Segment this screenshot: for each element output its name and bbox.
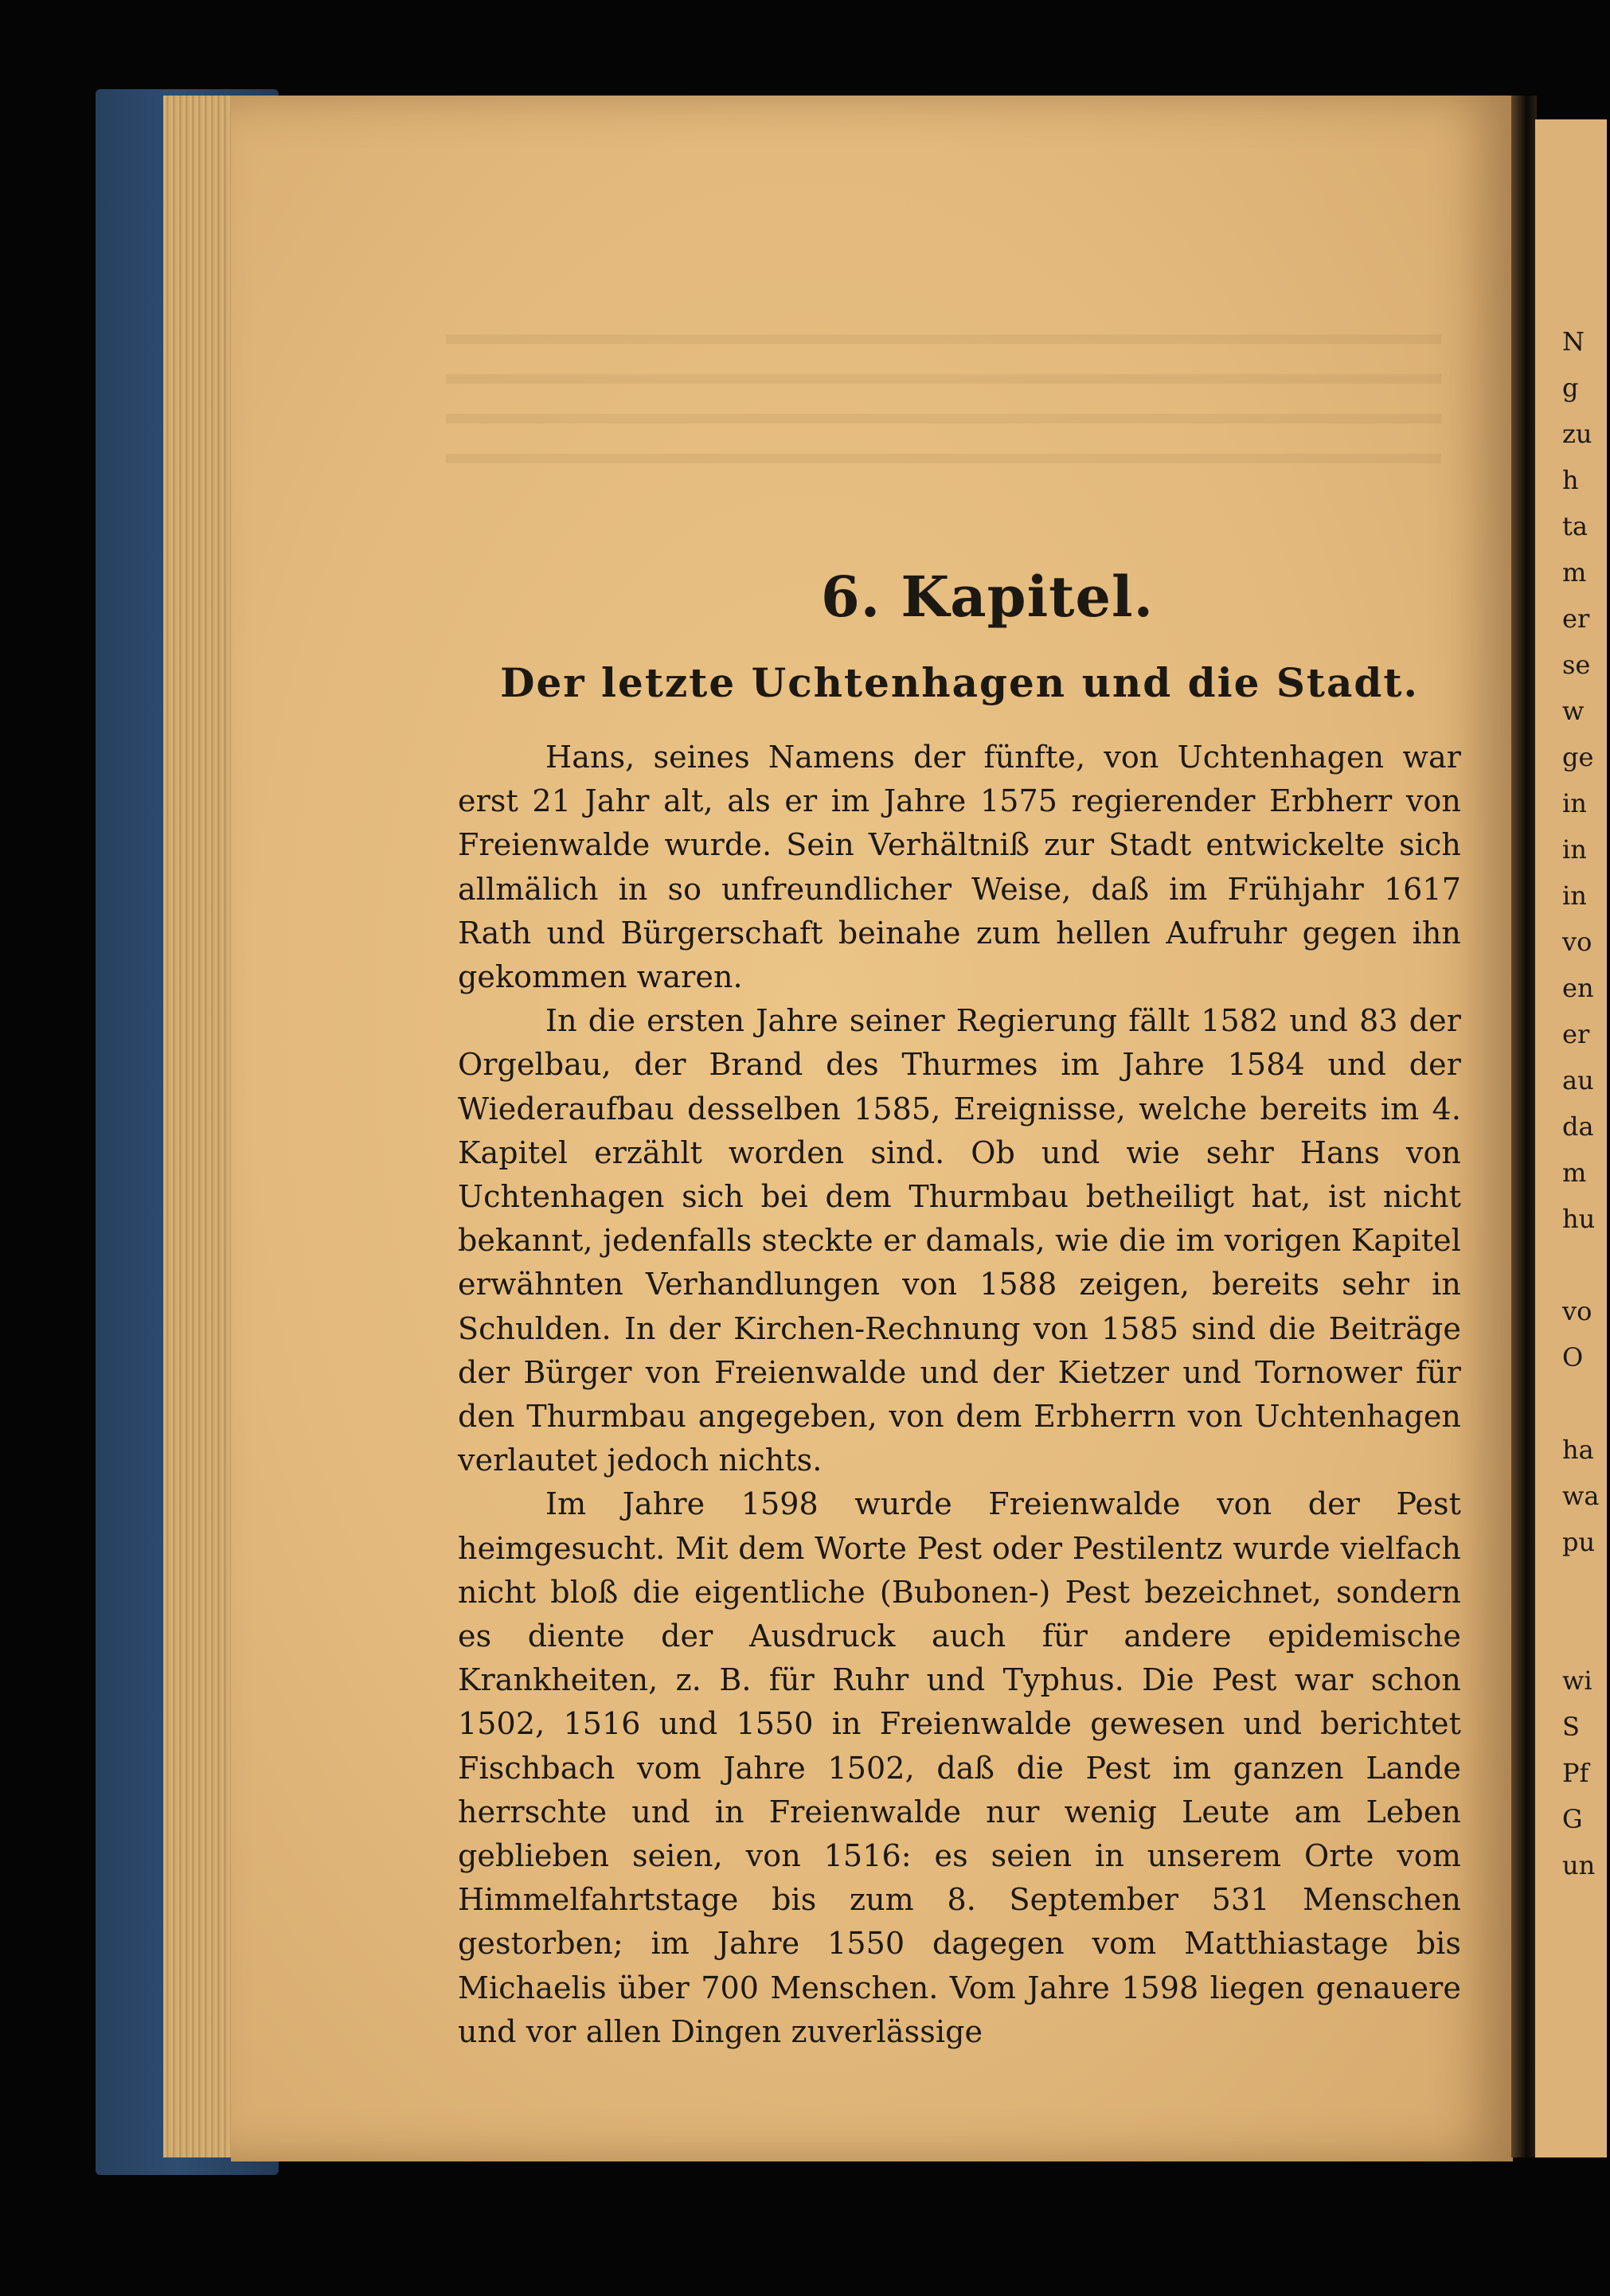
facing-page-fragment: en	[1562, 973, 1594, 1003]
facing-page-fragment: in	[1562, 881, 1587, 911]
facing-page-fragment: O	[1562, 1342, 1584, 1373]
facing-page-fragment: hu	[1562, 1204, 1596, 1234]
facing-page-fragment: da	[1562, 1111, 1594, 1142]
facing-page-fragment: w	[1562, 696, 1585, 726]
facing-page-fragment: G	[1562, 1804, 1583, 1834]
facing-page-fragment: ge	[1562, 742, 1594, 772]
facing-page-fragment: h	[1562, 465, 1579, 495]
facing-page-fragment: Pf	[1562, 1758, 1589, 1788]
facing-page-fragment: wa	[1562, 1481, 1600, 1511]
facing-page-fragment: wi	[1562, 1665, 1592, 1696]
facing-page-fragment: m	[1562, 1158, 1587, 1188]
facing-page-fragment: vo	[1562, 927, 1592, 957]
facing-page-fragment	[1562, 1565, 1610, 1611]
facing-page-fragment: un	[1562, 1850, 1596, 1880]
facing-page-fragment: N	[1562, 326, 1585, 357]
facing-page-fragment	[1562, 1611, 1610, 1658]
page-text	[458, 557, 1461, 2054]
facing-page-fragment: au	[1562, 1065, 1594, 1095]
facing-page-fragment: S	[1562, 1712, 1580, 1742]
facing-page-fragment: vo	[1562, 1296, 1592, 1326]
facing-page-fragment: in	[1562, 788, 1587, 818]
facing-page-fragment: zu	[1562, 419, 1592, 449]
facing-page-fragment: er	[1562, 1019, 1590, 1049]
facing-page-fragment	[1562, 1380, 1610, 1427]
chapter-number: 6. Kapitel.	[820, 564, 1154, 630]
show-through	[446, 334, 1441, 486]
facing-page-fragment: er	[1562, 603, 1590, 634]
facing-page-fragment: ta	[1562, 511, 1588, 541]
facing-page-fragment: m	[1562, 557, 1587, 588]
facing-page-text	[1562, 318, 1610, 1888]
facing-page-fragment: g	[1562, 373, 1579, 403]
paragraph-2: In die ersten Jahre seiner Regierung fällt 1582 und 83 der Orgelbau, der Brand des Thurmes im Jahre 1584 und der Wiederaufbau desselben 1585, Ereignisse, welche bereits im 4. Kapitel erzählt worden sind. Ob und wie sehr Hans von Uchtenhagen sich bei dem Thurmbau betheiligt hat, ist nicht bekannt, jedenfalls steckte er damals, wie die im vorigen Kapitel erwähnten Verhandlungen von 1588 zeigen, bereits sehr in Schulden. In der Kirchen-Rechnung von 1585 sind die Beiträge der Bürger von Freienwalde und der Kietzer und Tornower für den Thurmbau angegeben, von dem Erbherrn von Uchtenhagen verlautet jedoch nichts.	[458, 1003, 1461, 1478]
facing-page-fragment: pu	[1562, 1527, 1596, 1557]
paragraph-1: Hans, seines Namens der fünfte, von Uchtenhagen war erst 21 Jahr alt, als er im Jahre 1575 regierender Erbherr von Freienwalde wurde. Sein Verhältniß zur Stadt entwickelte sich allmälich in so unfreundlicher Weise, daß im Frühjahr 1617 Rath und Bürgerschaft beinahe zum hellen Aufruhr gegen ihn gekommen waren.	[458, 740, 1461, 995]
facing-page-fragment: se	[1562, 650, 1591, 680]
chapter-title: Der letzte Uchtenhagen und die Stadt.	[500, 659, 1419, 706]
facing-page-fragment	[1562, 1242, 1610, 1288]
paragraph-3: Im Jahre 1598 wurde Freienwalde von der Pest heimgesucht. Mit dem Worte Pest oder Pestilentz wurde vielfach nicht bloß die eigentliche (Bubonen-) Pest bezeichnet, sondern es diente der Ausdruck auch für andere epidemische Krankheiten, z. B. für Ruhr und Typhus. Die Pest war schon 1502, 1516 und 1550 in Freienwalde gewesen und berichtet Fischbach vom Jahre 1502, daß die Pest im ganzen Lande herrschte und in Freienwalde nur wenig Leute am Leben geblieben seien, von 1516: es seien in unserem Orte vom Himmelfahrtstage bis zum 8. September 531 Menschen gestorben; im Jahre 1550 dagegen vom Matthiastage bis Michaelis über 700 Menschen. Vom Jahre 1598 liegen genauere und vor allen Dingen zuverlässige	[458, 1486, 1461, 2049]
book-gutter	[1511, 96, 1537, 2157]
facing-page-fragment: in	[1562, 834, 1587, 865]
facing-page-fragment: ha	[1562, 1435, 1594, 1465]
